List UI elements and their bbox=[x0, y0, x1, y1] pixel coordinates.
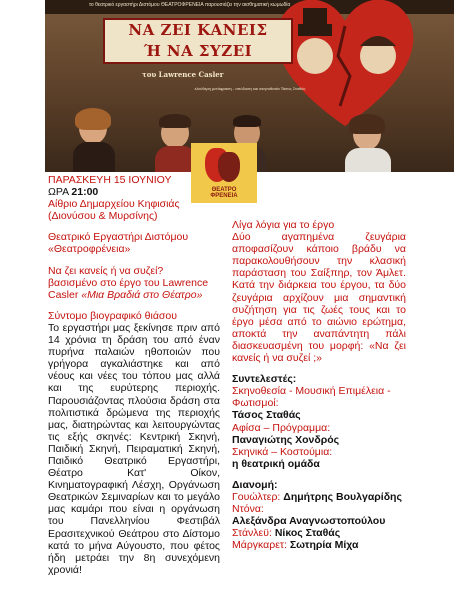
cast-role: Στάνλεϋ: bbox=[232, 527, 272, 540]
cast-role: Ντόνα: bbox=[232, 503, 264, 516]
logo-text-line2: ΦΡΕΝΕΙΑ bbox=[210, 193, 238, 199]
contributor-role: Αφίσα – Πρόγραμμα: bbox=[232, 421, 331, 434]
cast-name: Αλεξάνδρα Αναγνωστοπούλου bbox=[232, 515, 386, 528]
poster-credit: το θεατρικό εργαστήρι Διστόμου ΘΕΑΤΡΟΦΡΕΝΕΙΑ παρουσιάζει την αισθηματική κωμωδία bbox=[89, 2, 291, 8]
cast-row bbox=[232, 539, 406, 551]
contributor-name: Παναγιώτης Χονδρός bbox=[232, 433, 340, 446]
poster-credit-translation: ελεύθερη μετάφραση - απόδοση και σκηνοθεσία Τάσος Σταθάς bbox=[194, 86, 306, 91]
contributor-name: η θεατρική ομάδα bbox=[232, 457, 320, 470]
event-venue: Αίθριο Δημαρχείου Κηφισιάς bbox=[48, 198, 180, 211]
poster-subtitle: του Lawrence Casler bbox=[142, 70, 224, 79]
about-heading: Λίγα λόγια για το έργο bbox=[232, 219, 335, 231]
bio-text: Το εργαστήρι μας ξεκίνησε πριν από 14 χρόνια τη δράση του από έναν πυρήνα παλαιών ηθοποιών που γρήγορα αγκαλιάστηκε και από νέους και νέες του τόπου μας αλλά και της ευρύτερης περιοχής. Παρουσιάζοντας πλούσια δράση στα πολιτιστικά δρώμενα της περιοχής μας, διατηρώντας και λειτουργώντας τις εξής σκηνές: Κεντρική Σκηνή, Παιδική Σκηνή, Πειραματική Σκηνή, Παιδικό Θεατρικό Εργαστήρι, Θέατρο Κατ' Οίκον, Κινηματογραφική Λέσχη, Οργάνωση Θεατρικών Σεμιναρίων και το μεγάλο μας καμάρι που είναι η οργάνωση του Πανελληνίου Φεστιβάλ Ερασιτεχνικού Θεάτρου στο Δίστομο κατά το μήνα Αύγουστο, που φέτος ήδη μετράει την 8η συνεχόμενη χρονιά! bbox=[48, 321, 220, 576]
cast-role: Γουώλτερ: bbox=[232, 490, 281, 503]
contributor-role: Σκηνοθεσία - Μουσική Επιμέλεια - Φωτισμοί: bbox=[232, 385, 391, 410]
cast-row bbox=[232, 491, 406, 503]
cast-heading: Διανομή: bbox=[232, 478, 278, 491]
contributor-role: Σκηνικά – Κοστούμια: bbox=[232, 445, 333, 458]
contributors-heading: Συντελεστές: bbox=[232, 373, 297, 386]
poster-title-banner bbox=[103, 18, 293, 64]
left-column bbox=[48, 174, 220, 576]
contributor-name: Τάσος Σταθάς bbox=[232, 409, 301, 422]
cast-role: Μάργκαρετ: bbox=[232, 539, 287, 552]
poster-title-line2: Ή ΝΑ ΣΥΖΕΙ bbox=[143, 42, 253, 60]
cast-name: Δημήτρης Βουλγαρίδης bbox=[283, 490, 402, 503]
event-time: ΩΡΑ 21:00 bbox=[48, 186, 99, 199]
play-title: Να ζει κανείς ή να συζεί? bbox=[48, 264, 164, 277]
event-venue-address: (Διονύσου & Μυρσίνης) bbox=[48, 210, 158, 223]
right-column bbox=[232, 219, 406, 551]
about-text: Δύο αγαπημένα ζευγάρια αποφασίζουν κάποιο βράδυ να παρακολουθήσουν την κλασική παράσταση του Σαίξπηρ, τον Άμλετ. Κατά την διάρκεια του έργου, τα δύο ζευγάρια αρχίζουν μια σημαντική συζήτηση για τις ζωές τους και το έργο μέσα από το αιώνιο ερώτημα, αποκτά την αναπάντητη πάλι διασκευασμένη του μορφή: «Να ζει κανείς ή να συζεί ;» bbox=[232, 231, 406, 365]
logo-text-line1: ΘΕΑΤΡΟ bbox=[211, 187, 237, 193]
play-based-on: βασισμένο στο έργο του Lawrence Casler «Μια Βραδιά στο Θέατρο» bbox=[48, 276, 209, 301]
group-name: Θεατρικό Εργαστήρι Διστόμου bbox=[48, 231, 189, 244]
group-name-quoted: «Θεατροφρένεια» bbox=[48, 243, 131, 256]
event-date: ΠΑΡΑΣΚΕΥΗ 15 ΙΟΥΝΙΟΥ bbox=[48, 174, 172, 186]
play-based-work: «Μια Βραδιά στο Θέατρο» bbox=[81, 288, 203, 301]
cast-name: Σωτηρία Μίχα bbox=[289, 539, 359, 552]
poster-title-line1: ΝΑ ΖΕΙ ΚΑΝΕΙΣ bbox=[128, 21, 268, 39]
contributor-row bbox=[232, 422, 406, 446]
bio-heading: Σύντομο βιογραφικό θιάσου bbox=[48, 309, 177, 322]
event-time-value: 21:00 bbox=[71, 186, 99, 199]
cast-name: Νίκος Σταθάς bbox=[274, 527, 341, 540]
cast-row bbox=[232, 527, 406, 539]
